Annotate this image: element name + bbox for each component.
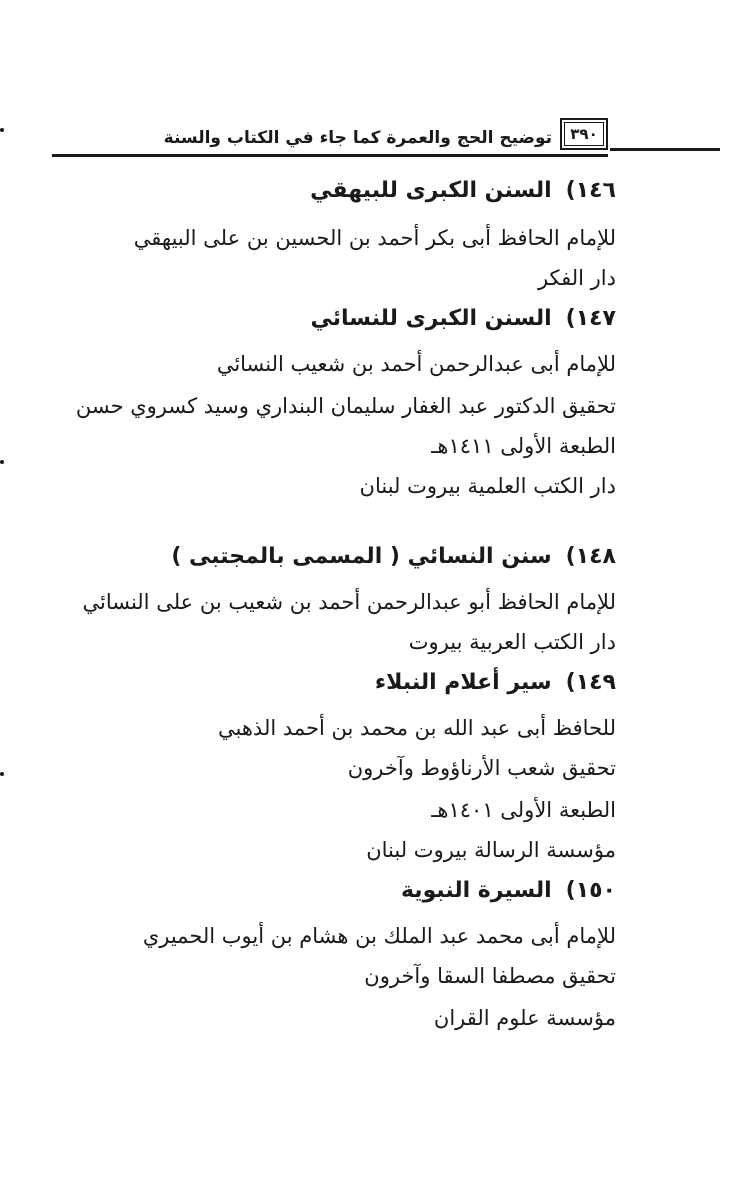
entry-title: السنن الكبرى للنسائي bbox=[310, 306, 552, 331]
entry-line: للإمام أبى محمد عبد الملك بن هشام بن أيوب الحميري bbox=[142, 924, 616, 948]
entry-line: للحافظ أبى عبد الله بن محمد بن أحمد الذهبي bbox=[218, 716, 616, 740]
entry-line: مؤسسة علوم القران bbox=[433, 1006, 616, 1030]
page-number: ٣٩٠ bbox=[570, 125, 598, 143]
entry-title: سير أعلام النبلاء bbox=[374, 670, 552, 695]
page-header bbox=[52, 118, 692, 158]
entry-line: مؤسسة الرسالة بيروت لبنان bbox=[366, 838, 616, 862]
entry-heading bbox=[401, 878, 616, 904]
entry-title: سنن النسائي ( المسمى بالمجتبى ) bbox=[171, 544, 552, 569]
entry-number: ١٤٩) bbox=[565, 670, 616, 695]
entry-title: السنن الكبرى للبيهقي bbox=[310, 178, 552, 203]
entry-line: الطبعة الأولى ١٤١١هـ bbox=[431, 434, 616, 458]
entry-number: ١٤٦) bbox=[565, 178, 616, 203]
entry-line: تحقيق مصطفا السقا وآخرون bbox=[364, 964, 616, 988]
entry-line: دار الكتب العلمية بيروت لبنان bbox=[359, 474, 616, 498]
entry-line: للإمام الحافظ أبو عبدالرحمن أحمد بن شعيب بن على النسائي bbox=[82, 590, 616, 614]
entry-line: الطبعة الأولى ١٤٠١هـ bbox=[431, 798, 616, 822]
page-number-frame bbox=[560, 118, 608, 150]
entry-line: تحقيق شعب الأرناؤوط وآخرون bbox=[347, 756, 616, 780]
entry-number: ١٥٠) bbox=[565, 878, 616, 903]
entry-title: السيرة النبوية bbox=[400, 878, 552, 903]
header-rule-right bbox=[610, 148, 720, 151]
entry-heading bbox=[171, 544, 616, 570]
entry-line: للإمام أبى عبدالرحمن أحمد بن شعيب النسائي bbox=[216, 352, 616, 376]
header-rule bbox=[52, 154, 608, 157]
entry-heading bbox=[311, 306, 616, 332]
margin-mark bbox=[0, 772, 4, 776]
entry-line: للإمام الحافظ أبى بكر أحمد بن الحسين بن على البيهقي bbox=[133, 226, 616, 250]
entry-number: ١٤٧) bbox=[565, 306, 616, 331]
entry-heading bbox=[310, 178, 616, 204]
entry-number: ١٤٨) bbox=[565, 544, 616, 569]
entry-line: دار الفكر bbox=[537, 266, 616, 290]
margin-mark bbox=[0, 128, 4, 132]
entry-heading bbox=[375, 670, 616, 696]
entry-line: دار الكتب العربية بيروت bbox=[408, 630, 616, 654]
running-title: توضيح الحج والعمرة كما جاء في الكتاب والسنة bbox=[163, 128, 552, 148]
entry-line: تحقيق الدكتور عبد الغفار سليمان البنداري وسيد كسروي حسن bbox=[75, 394, 616, 418]
margin-mark bbox=[0, 460, 4, 464]
